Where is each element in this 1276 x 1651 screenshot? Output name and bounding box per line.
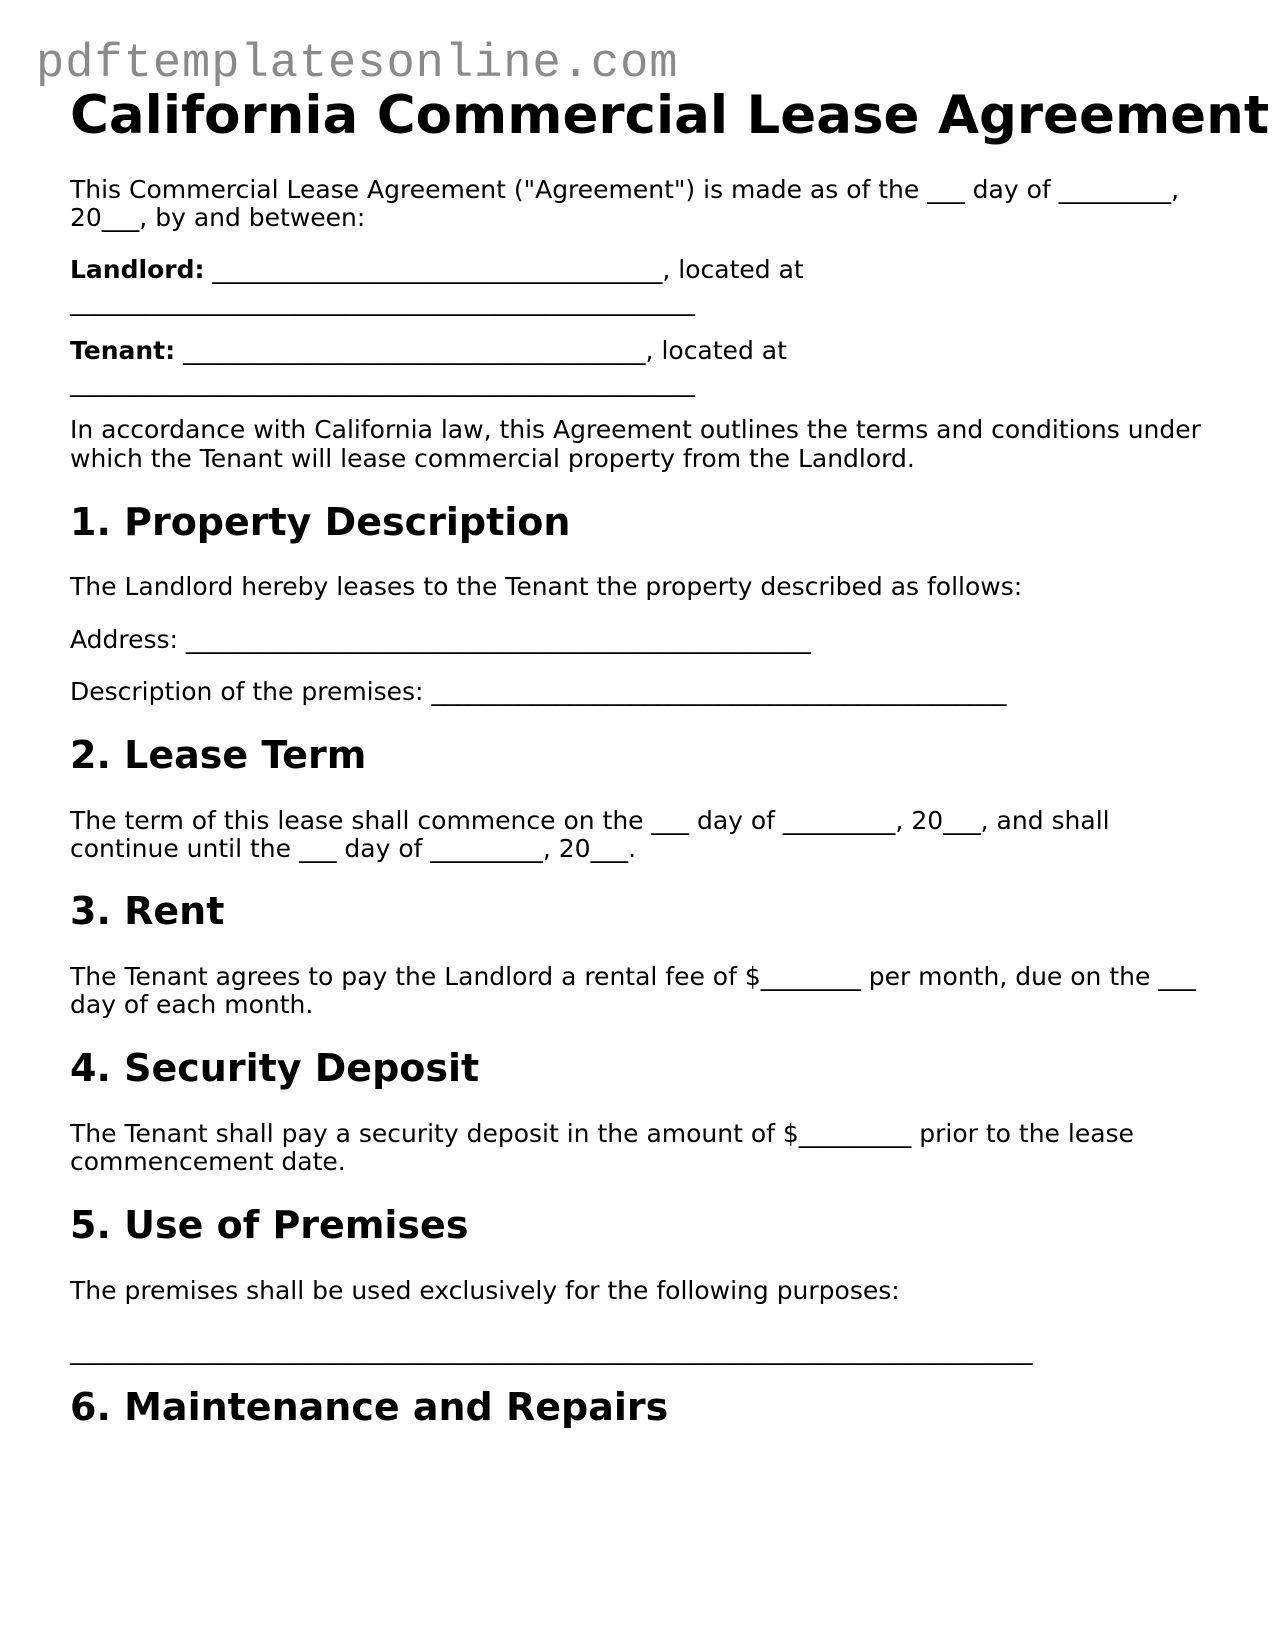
watermark: pdftemplatesonline.com bbox=[36, 38, 679, 91]
intro-line-1: This Commercial Lease Agreement ("Agreement") is made as of the ___ day of _________, bbox=[70, 175, 1180, 204]
premises-description-field: Description of the premises: ______________________________________________ bbox=[70, 677, 1007, 706]
section-5-heading: 5. Use of Premises bbox=[70, 1203, 469, 1247]
section-2-heading: 2. Lease Term bbox=[70, 733, 367, 777]
tenant-name-field: _____________________________________, located at bbox=[175, 336, 787, 365]
preamble-line-1: In accordance with California law, this Agreement outlines the terms and conditions under bbox=[70, 415, 1201, 444]
landlord-name-field: ____________________________________, located at bbox=[204, 255, 804, 284]
section-3-heading: 3. Rent bbox=[70, 889, 225, 933]
section-4-line-2: commencement date. bbox=[70, 1147, 346, 1176]
section-3-line-1: The Tenant agrees to pay the Landlord a rental fee of $________ per month, due on the ___ bbox=[70, 962, 1196, 991]
address-field: Address: __________________________________________________ bbox=[70, 625, 811, 654]
tenant-label: Tenant: bbox=[70, 336, 176, 365]
purpose-blank-field: _____________________________________________________________________________ bbox=[70, 1336, 1033, 1365]
section-1-heading: 1. Property Description bbox=[70, 500, 571, 544]
landlord-address-field: __________________________________________________ bbox=[70, 287, 695, 316]
tenant-line bbox=[70, 336, 787, 366]
section-4-heading: 4. Security Deposit bbox=[70, 1046, 480, 1090]
intro-line-2: 20___, by and between: bbox=[70, 203, 366, 232]
section-5-text: The premises shall be used exclusively for the following purposes: bbox=[70, 1276, 900, 1305]
preamble-line-2: which the Tenant will lease commercial property from the Landlord. bbox=[70, 444, 915, 473]
section-2-line-1: The term of this lease shall commence on the ___ day of _________, 20___, and shall bbox=[70, 806, 1110, 835]
section-1-text: The Landlord hereby leases to the Tenant the property described as follows: bbox=[70, 572, 1023, 601]
tenant-address-field: __________________________________________________ bbox=[70, 368, 695, 397]
section-3-line-2: day of each month. bbox=[70, 990, 314, 1019]
section-2-line-2: continue until the ___ day of _________, 20___. bbox=[70, 834, 637, 863]
page-title: California Commercial Lease Agreement bbox=[70, 85, 1270, 146]
section-4-line-1: The Tenant shall pay a security deposit in the amount of $_________ prior to the lease bbox=[70, 1119, 1134, 1148]
section-6-heading: 6. Maintenance and Repairs bbox=[70, 1385, 669, 1429]
landlord-label: Landlord: bbox=[70, 255, 205, 284]
landlord-line bbox=[70, 255, 804, 285]
